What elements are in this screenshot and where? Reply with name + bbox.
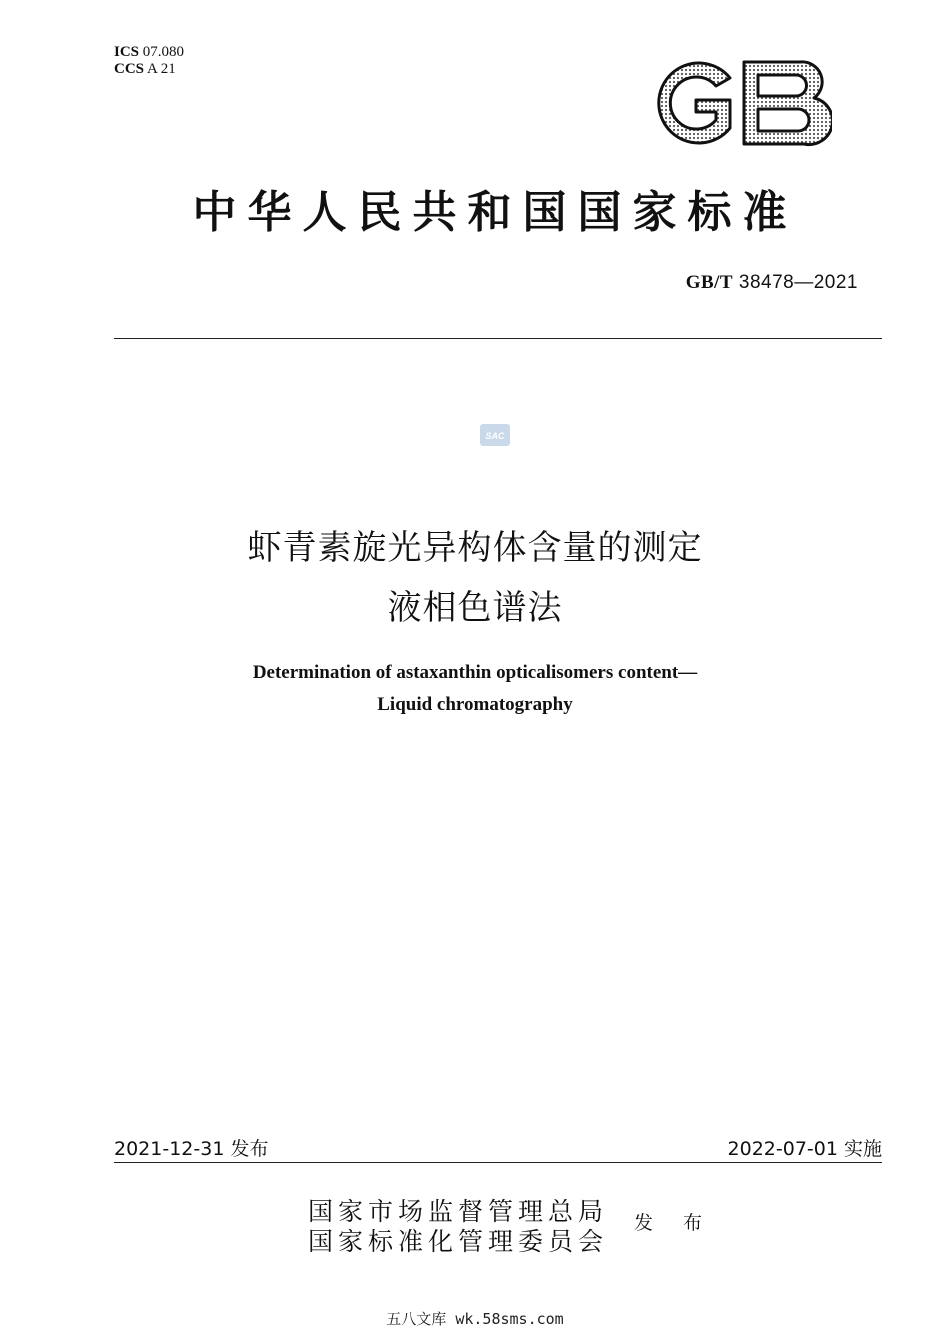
ics-code: 07.080: [142, 44, 185, 60]
sac-mark-text: SAC: [485, 431, 505, 441]
cn-title-line2: 液相色谱法: [387, 588, 563, 628]
top-divider: [114, 338, 882, 339]
standard-number-prefix: GB/T: [685, 272, 734, 293]
classification-codes: [114, 44, 184, 78]
ccs-line: [114, 61, 184, 78]
gb-logo: [644, 56, 832, 150]
publish-date: 2021-12-31 发布: [114, 1138, 269, 1160]
ics-line: [114, 44, 184, 61]
issue-action: 发 布: [634, 1212, 715, 1234]
en-title-line2: Liquid chromatography: [377, 694, 573, 715]
ccs-label: CCS: [114, 61, 145, 77]
sac-mark: [480, 424, 510, 446]
en-title-line1: Determination of astaxanthin opticalisomers content—: [252, 662, 698, 683]
standard-number: [686, 272, 858, 294]
bottom-divider: [114, 1162, 882, 1163]
cn-title-line1: 虾青素旋光异构体含量的测定: [247, 528, 703, 568]
standard-org-title: 中华人民共和国国家标准: [192, 187, 798, 238]
issuer-line1: 国家市场监督管理总局: [308, 1197, 609, 1226]
standard-number-value: 38478—2021: [738, 272, 858, 293]
ics-label: ICS: [114, 44, 140, 60]
ccs-code: A 21: [146, 61, 176, 77]
implement-date: 2022-07-01 实施: [727, 1138, 882, 1160]
issuer-line2: 国家标准化管理委员会: [308, 1227, 609, 1256]
watermark-footer: 五八文库 wk.58sms.com: [386, 1310, 564, 1328]
